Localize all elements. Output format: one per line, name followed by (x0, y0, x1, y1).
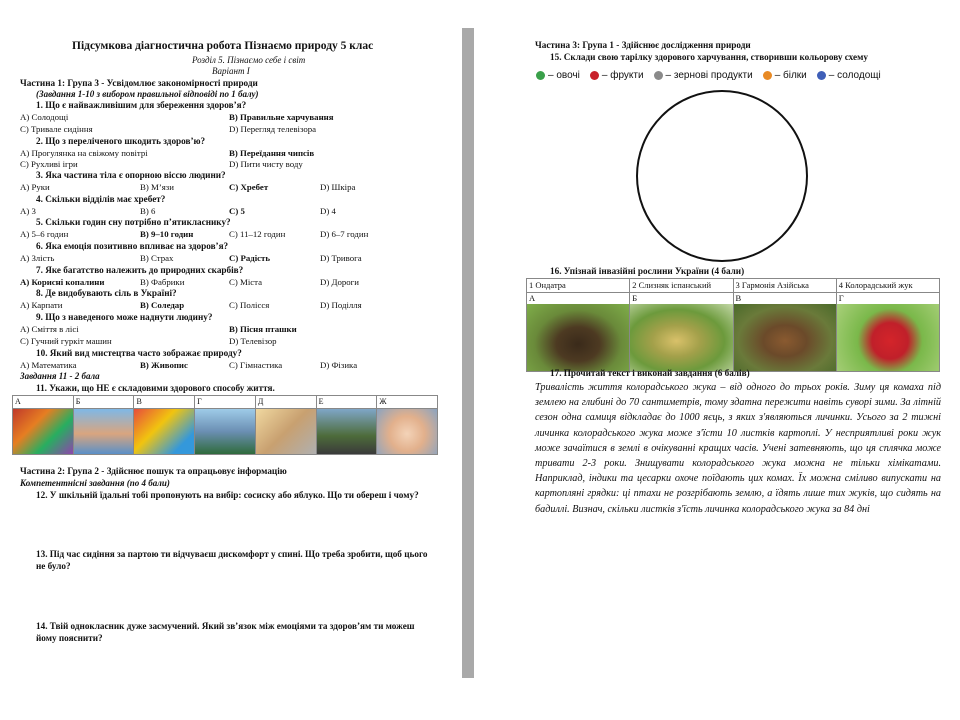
doc-title: Підсумкова діагностична робота Пізнаємо природу 5 клас (72, 40, 374, 52)
fruit-basket-image (13, 409, 73, 454)
q7-option-d[interactable]: D) Дороги (320, 277, 359, 287)
plant-name-2: 2 Слизняк іспанський (630, 279, 732, 293)
question-16: 16. Упізнай інвазійні рослини України (4 бали) (550, 266, 745, 276)
invasive-species-table (526, 278, 940, 372)
red-dot-icon (590, 71, 599, 80)
slug-image (527, 304, 629, 371)
q4-option-d[interactable]: D) 4 (320, 206, 336, 216)
q11-image-strip (12, 395, 438, 455)
healthy-plate-circle[interactable] (634, 88, 810, 264)
q2-option-a[interactable]: А) Прогулянка на свіжому повітрі (20, 148, 148, 158)
question-8: 8. Де видобувають сіль в Україні? (36, 288, 177, 298)
part1-header: Частина 1: Група 3 - Усвідомлює закономірності природи (20, 78, 258, 88)
q11-letter-d: Г (195, 396, 255, 409)
left-page (0, 0, 462, 720)
tasks-11-12-label: Завдання 11 - 2 бала (20, 371, 100, 381)
q6-option-d[interactable]: D) Тривога (320, 253, 362, 263)
question-10: 10. Який вид мистецтва часто зображає природу? (36, 348, 242, 358)
question-12: 12. У шкільній їдальні тобі пропонують на вибір: сосиску або яблуко. Що ти обереш і чому? (36, 490, 419, 500)
orange-dot-icon (763, 71, 772, 80)
q9-option-a[interactable]: А) Сміття в лісі (20, 324, 79, 334)
q11-letter-f: Е (317, 396, 377, 409)
q1-option-c[interactable]: С) Тривале сидіння (20, 124, 93, 134)
question-15: 15. Склади свою тарілку здорового харчування, створивши кольорову схему (550, 52, 868, 62)
colorado-beetle-image (630, 304, 732, 371)
plant-name-4: 4 Колорадський жук (837, 279, 939, 293)
plant-name-3: 3 Гармонія Азійська (734, 279, 836, 293)
q2-option-b[interactable]: В) Переїдання чипсів (229, 148, 315, 158)
q3-option-b[interactable]: В) М’язи (140, 182, 174, 192)
cigarette-image (256, 409, 316, 454)
sport-kids-image (195, 409, 255, 454)
plant-cell-2[interactable] (630, 279, 733, 371)
q8-option-c[interactable]: С) Полісся (229, 300, 270, 310)
question-3: 3. Яка частина тіла є опорною віссю людини? (36, 170, 226, 180)
muskrat-image (734, 304, 836, 371)
plant-letter-b: Б (632, 293, 638, 303)
q1-option-a[interactable]: А) Солодощі (20, 112, 69, 122)
plant-letter-c: В (735, 293, 742, 303)
q9-option-d[interactable]: D) Телевізор (229, 336, 277, 346)
q17-text-passage: Тривалість життя колорадського жука – від одного до трьох років. Зиму ця комаха під землею на глибині до 70 сантиметрів, тому здатна пережити навіть суворі зими. За літній сезон одна самиця відкладає до 1000 яєць, з яких з'являються личинки. Усього за 2 тижні личинка колорадського жука може з'їсти 10 листків картоплі. У несприятливі роки жук може зачаїтися в землі в очікуванні кращих часів. Учені затевняють, що ця сплячка може тривати 2-3 роки. Знищувати колорадського жука можна не тільки хімікатами. Наприклад, індики та цесарки охоче поїдають цих комах. Їх можна сміливо випускати на картопляні грядки: ці птахи не розгрібають землю, а їдять лише тих жуків, що сидять на бадиллі. Визнач, скільки листків з'їсть личинка колорадського жука за 84 дні (535, 382, 941, 515)
smiling-child-image (377, 409, 437, 454)
legend-fruits: – фрукти (590, 66, 654, 83)
q11-cell-a[interactable] (13, 396, 74, 454)
section-subtitle: Розділ 5. Пізнаємо себе і світ (192, 55, 306, 65)
question-6: 6. Яка емоція позитивно впливає на здоров’я? (36, 241, 229, 251)
question-9: 9. Що з наведеного може наднути людину? (36, 312, 213, 322)
q11-letter-e: Д (256, 396, 316, 409)
q2-option-c[interactable]: С) Рухливі ігри (20, 159, 78, 169)
question-11: 11. Укажи, що НЕ є складовими здорового способу життя. (36, 383, 275, 393)
gray-dot-icon (654, 71, 663, 80)
question-14: 14. Твій однокласник дуже засмучений. Який зв’язок між емоціями та здоров’ям ти можеш йому пояснити? (36, 621, 415, 643)
q9-option-c[interactable]: С) Гучний гуркіт машин (20, 336, 112, 346)
q11-letter-c: В (134, 396, 194, 409)
cyclists-image (317, 409, 377, 454)
q11-cell-b[interactable] (74, 396, 135, 454)
plant-letter-d: Г (838, 293, 844, 303)
q8-option-b[interactable]: В) Соледар (140, 300, 185, 310)
page-divider (462, 28, 474, 678)
kid-swimming-image (74, 409, 134, 454)
q8-option-a[interactable]: А) Карпати (20, 300, 63, 310)
q5-option-c[interactable]: С) 11–12 годин (229, 229, 286, 239)
question-5: 5. Скільки годин сну потрібно п’ятикласнику? (36, 217, 231, 227)
q1-option-b[interactable]: В) Правильне харчування (229, 112, 334, 122)
plant-cell-4[interactable] (837, 279, 939, 371)
blue-dot-icon (817, 71, 826, 80)
q4-option-b[interactable]: В) 6 (140, 206, 156, 216)
q3-option-d[interactable]: D) Шкіра (320, 182, 356, 192)
q7-option-b[interactable]: В) Фабрики (140, 277, 185, 287)
question-1: 1. Що є найважливішим для збереження здоров’я? (36, 100, 247, 110)
q7-option-c[interactable]: С) Міста (229, 277, 263, 287)
q11-cell-e[interactable] (256, 396, 317, 454)
q4-option-a[interactable]: А) 3 (20, 206, 36, 216)
q11-cell-d[interactable] (195, 396, 256, 454)
q11-cell-f[interactable] (317, 396, 378, 454)
part2-instructions: Компетентнісні завдання (по 4 бали) (20, 478, 170, 488)
q9-option-b[interactable]: В) Пісня пташки (229, 324, 297, 334)
plant-cell-1[interactable] (527, 279, 630, 371)
q11-letter-g: Ж (377, 396, 437, 409)
q4-option-c[interactable]: С) 5 (229, 206, 245, 216)
q8-option-d[interactable]: D) Поділля (320, 300, 362, 310)
q6-option-c[interactable]: С) Радість (229, 253, 271, 263)
q7-option-a[interactable]: А) Корисні копалини (20, 277, 105, 287)
q3-option-a[interactable]: А) Руки (20, 182, 50, 192)
q5-option-a[interactable]: А) 5–6 годин (20, 229, 69, 239)
question-7: 7. Яке багатство належить до природних скарбів? (36, 265, 244, 275)
q1-option-d[interactable]: D) Перегляд телевізора (229, 124, 317, 134)
sweets-image (134, 409, 194, 454)
q10-option-c[interactable]: С) Гімнастика (229, 360, 283, 370)
legend-vegetables: – овочі (536, 66, 590, 83)
legend-sweets: – солодощі (817, 66, 887, 83)
q3-option-c[interactable]: С) Хребет (229, 182, 269, 192)
question-13: 13. Під час сидіння за партою ти відчуваєш дискомфорт у спині. Що треба зробити, щоб цього не було? (36, 549, 428, 571)
variant-label: Варіант I (212, 66, 250, 76)
legend-proteins: – білки (763, 66, 817, 83)
q6-option-a[interactable]: А) Злість (20, 253, 55, 263)
plant-letter-a: А (529, 293, 536, 303)
q6-option-b[interactable]: В) Страх (140, 253, 174, 263)
part3-header: Частина 3: Група 1 - Здійснює дослідження природи (535, 40, 751, 50)
q11-cell-c[interactable] (134, 396, 195, 454)
q11-cell-g[interactable] (377, 396, 437, 454)
food-legend (536, 66, 887, 84)
green-dot-icon (536, 71, 545, 80)
legend-grains: – зернові продукти (654, 66, 763, 83)
q11-letter-a: А (13, 396, 73, 409)
question-2: 2. Що з переліченого шкодить здоров’ю? (36, 136, 206, 146)
q2-option-d[interactable]: D) Пити чисту воду (229, 159, 303, 169)
part2-header: Частина 2: Група 2 - Здійснює пошук та опрацьовує інформацію (20, 466, 287, 476)
q10-option-d[interactable]: D) Фізика (320, 360, 358, 370)
question-4: 4. Скільки відділів має хребет? (36, 194, 166, 204)
q5-option-b[interactable]: В) 9–10 годин (140, 229, 194, 239)
q5-option-d[interactable]: D) 6–7 годин (320, 229, 369, 239)
plant-name-1: 1 Ондатра (527, 279, 629, 293)
q10-option-b[interactable]: В) Живопис (140, 360, 188, 370)
q10-option-a[interactable]: А) Математика (20, 360, 77, 370)
plant-cell-3[interactable] (734, 279, 837, 371)
right-page (474, 0, 960, 720)
question-17: 17. Прочитай текст і виконай завдання (6 балів) (550, 368, 750, 378)
part1-instructions: (Завдання 1-10 з вибором правильної відповіді по 1 балу) (36, 89, 259, 99)
ladybug-image (837, 304, 939, 371)
q11-letter-b: Б (74, 396, 134, 409)
